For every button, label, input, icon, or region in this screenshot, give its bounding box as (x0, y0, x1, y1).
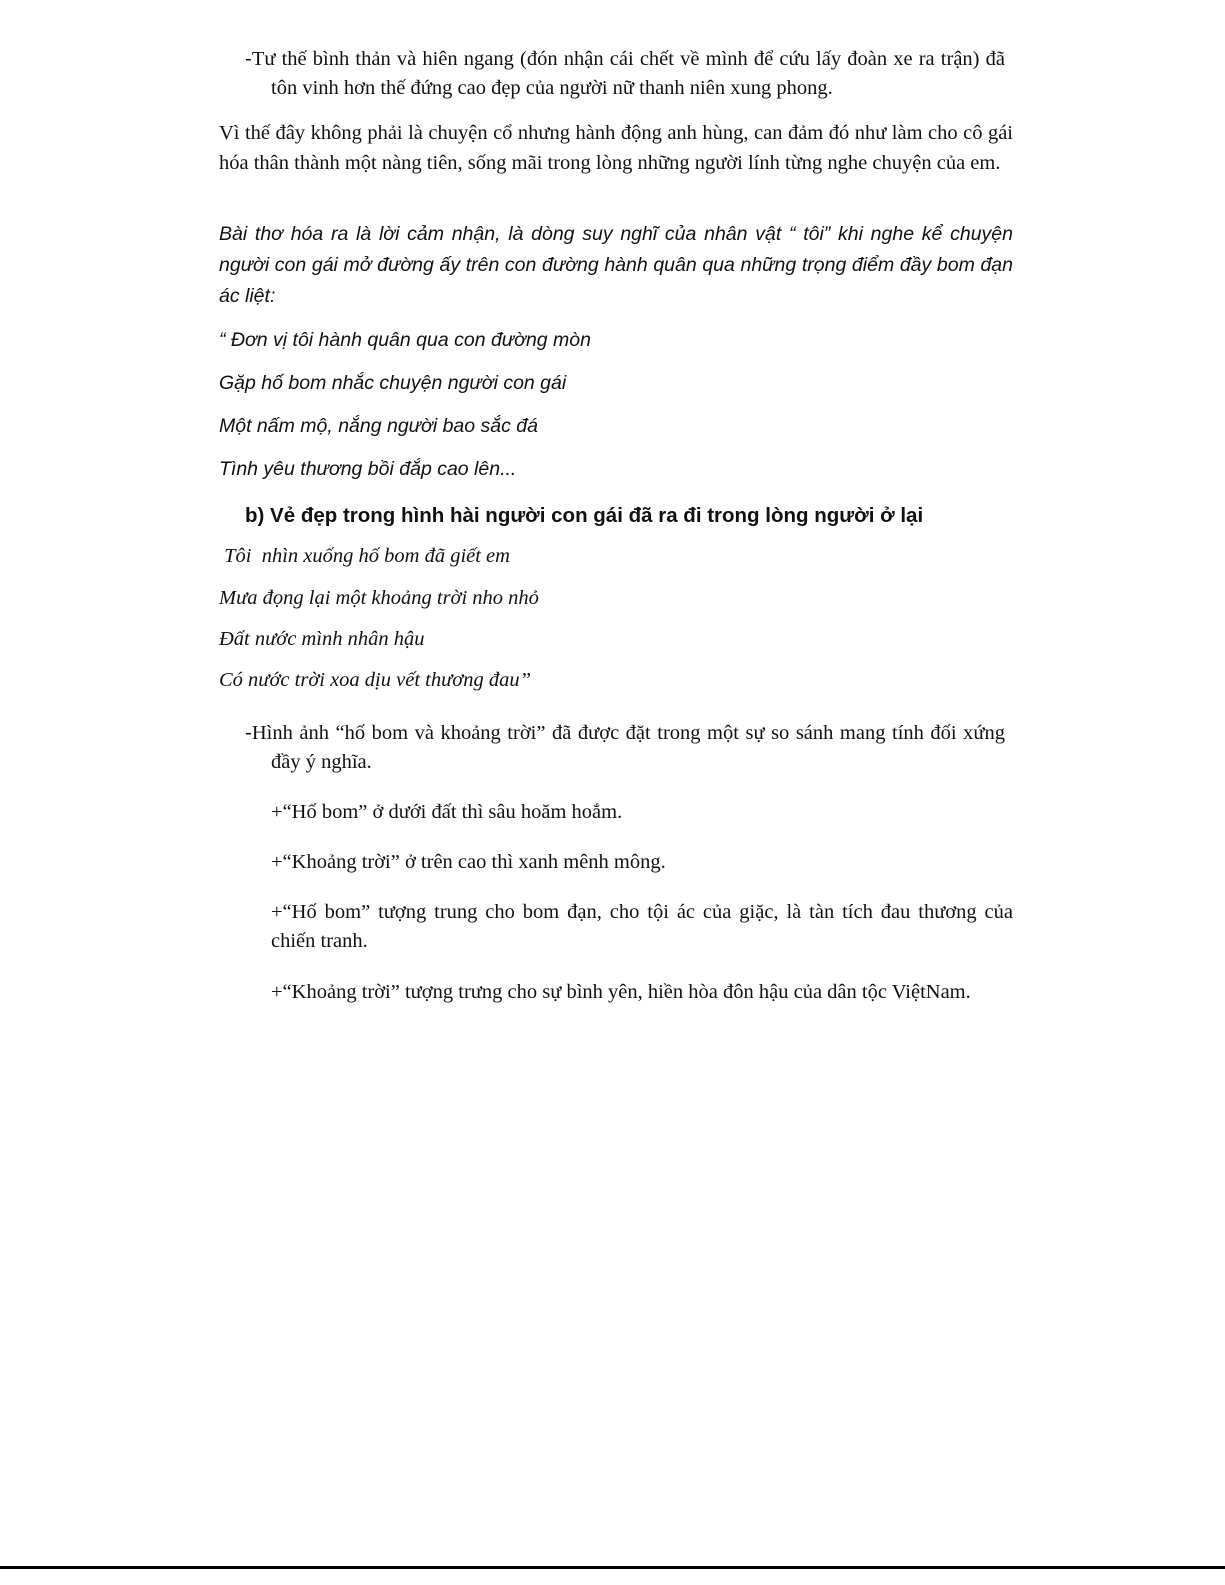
plus-item: +“Khoảng trời” ở trên cao thì xanh mênh mông. (271, 851, 666, 873)
bullet-marker: - (245, 47, 252, 70)
poem-line: Gặp hố bom nhắc chuyện người con gái (219, 372, 567, 394)
paragraph-hero: Vì thế đây không phải là chuyện cổ nhưng hành động anh hùng, can đảm đó như làm cho cô gái hóa thân thành một nàng tiên, sống mãi trong lòng những người lính từng nghe chuyện của em. (219, 122, 1013, 174)
poem-line: “ Đơn vị tôi hành quân qua con đường mòn (219, 329, 591, 351)
bullet-text: Tư thế bình thản và hiên ngang (đón nhận cái chết về mình để cứu lấy đoàn xe ra trận) đã tôn vinh hơn thế đứng cao đẹp của người nữ thanh niên xung phong. (251, 48, 1005, 99)
plus-item: +“Hố bom” ở dưới đất thì sâu hoăm hoắm. (271, 801, 623, 823)
bullet-posture (245, 44, 1005, 103)
poem-line: Tôi nhìn xuống hố bom đã giết em (219, 545, 510, 567)
poem-line: Có nước trời xoa dịu vết thương đau” (219, 669, 531, 691)
poem-line: Một nấm mộ, nắng người bao sắc đá (219, 415, 538, 437)
intro-paragraph: Bài thơ hóa ra là lời cảm nhận, là dòng suy nghĩ của nhân vật “ tôi” khi nghe kể chuyện người con gái mở đường ấy trên con đường hành quân qua những trọng điểm đầy bom đạn ác liệt: (219, 223, 1013, 307)
section-heading: b) Vẻ đẹp trong hình hài người con gái đã ra đi trong lòng người ở lại (245, 504, 924, 527)
plus-item: +“Hố bom” tượng trung cho bom đạn, cho tội ác của giặc, là tàn tích đau thương của chiến tranh. (271, 901, 1013, 952)
poem-line: Mưa đọng lại một khoảng trời nho nhỏ (219, 587, 539, 609)
bullet-image-comparison (245, 718, 1005, 777)
poem-line: Đất nước mình nhân hậu (219, 628, 425, 650)
bullet-text: Hình ảnh “hố bom và khoảng trời” đã được đặt trong một sự so sánh mang tính đối xứng đầy ý nghĩa. (251, 722, 1005, 773)
plus-item: +“Khoảng trời” tượng trưng cho sự bình yên, hiền hòa đôn hậu của dân tộc ViệtNam. (271, 981, 971, 1003)
page-bottom-border (0, 1566, 1225, 1569)
poem-line: Tình yêu thương bồi đắp cao lên... (219, 458, 517, 480)
bullet-marker: - (245, 721, 252, 744)
